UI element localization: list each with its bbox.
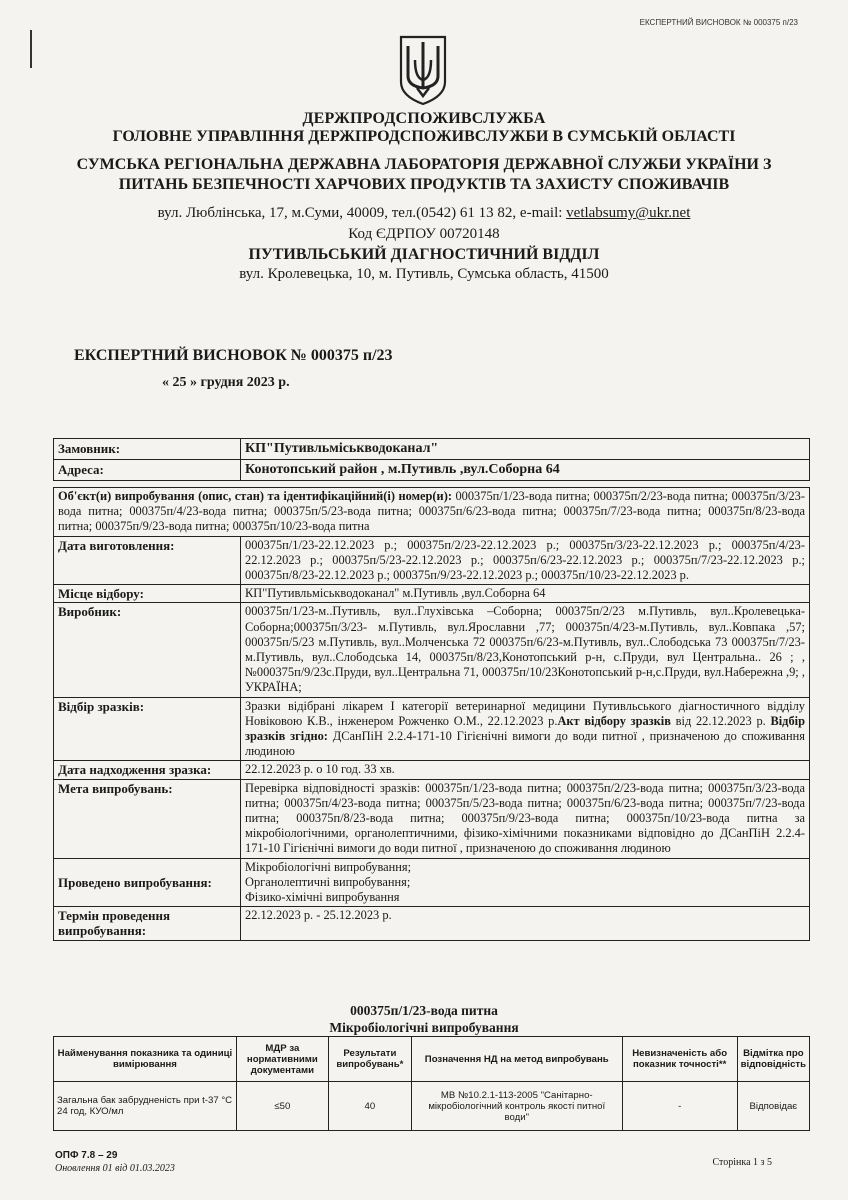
- cell-uncertainty: -: [622, 1082, 737, 1131]
- col-indicator: Найменування показника та одиниці вимірювання: [54, 1037, 237, 1082]
- results-header-row: [54, 1037, 810, 1082]
- conclusion-date: « 25 » грудня 2023 р.: [162, 375, 290, 390]
- test-purpose-value: Перевірка відповідності зразків: 000375п/1/23-вода питна; 000375п/2/23-вода питна; 000375п/3/23-вода питна; 000375п/4/23-вода питна; 000375п/5/23-вода питна; 000375п/6/23-вода питна; 000375п/7/23-вода питна; 000375п/8/23-вода питна; 000375п/9/23-вода питна; 000375п/10/23-вода питна за мікробіологічними, органолептичними, фізико-хімічними показниками відповідно до ДСанПіН 2.2.4-171-10 Гігієнічні вимоги до води питної , призначеною до споживання людиною: [241, 779, 810, 858]
- manufacture-date-label: Дата виготовлення:: [54, 536, 241, 585]
- sampling-label: Відбір зразків:: [54, 697, 241, 761]
- tests-performed-value: [241, 858, 810, 907]
- test-type-heading: Мікробіологічні випробування: [329, 1020, 519, 1035]
- cell-mdr: ≤50: [236, 1082, 328, 1131]
- address-row: [54, 460, 810, 481]
- col-method: Позначення НД на метод випробувань: [411, 1037, 622, 1082]
- cell-result: 40: [328, 1082, 411, 1131]
- manufacturer-label: Виробник:: [54, 603, 241, 697]
- customer-table: [53, 438, 810, 481]
- sampling-standard-label: Відбір зразків згідно:: [245, 713, 805, 744]
- sampling-text: Зразки відібрані лікарем І категорії ветеринарної медицини Путивльського діагностичного відділу Новіковою К.В., інженером Рожченко О.М., 22.12.2023 р.: [245, 698, 805, 728]
- table-row: [54, 585, 810, 603]
- conclusion-title: ЕКСПЕРТНИЙ ВИСНОВОК № 000375 п/23: [74, 347, 393, 364]
- table-row: [54, 779, 810, 858]
- manufacture-date-value: 000375п/1/23-22.12.2023 р.; 000375п/2/23-22.12.2023 р.; 000375п/3/23-22.12.2023 р.; 000375п/4/23-22.12.2023 р.; 000375п/5/23-22.12.2023 р.; 000375п/6/23-22.12.2023 р.; 000375п/7/23-22.12.2023 р.; 000375п/8/23-22.12.2023 р.; 000375п/9/23-22.12.2023 р.; 000375п/10/23-22.12.2023 р.: [241, 536, 810, 585]
- manufacturer-value: 000375п/1/23-м..Путивль, вул..Глухівська –Соборна; 000375п/2/23 м.Путивль, вул..Кролевецька-Соборна;000375п/3/23- м.Путивль, вул.Ярославни ,77; 000375п/4/23-м.Путивль, вул..Ковпака ,57; 000375п/5/23 м.Путивль, вул..Молченська 72 000375п/6/23-м.Путивль, вул..Слободська 73 000375п/7/23- м.Путивль, вул..Слобoдська 14, 000375п/8/23,Конотопський р-н, с.Пруди, вул Центральна.. 26 ; ,№000375п/9/23с.Пруди, вул..Центральна 71, 000375п/10/23Конотопський р-н,с.Пруди, вул.Набережна ,9; , УКРАЇНА;: [241, 603, 810, 697]
- customer-value: КП"Путивльміськводоканал": [241, 439, 810, 460]
- objects-value: 000375п/1/23-вода питна; 000375п/2/23-вода питна; 000375п/3/23-вода питна; 000375п/4/23-вода питна; 000375п/5/23-вода питна; 000375п/6/23-вода питна; 000375п/7/23-вода питна; 000375п/8/23-вода питна; 000375п/9/23-вода питна; 000375п/10/23-вода питна: [58, 489, 805, 534]
- receipt-date-label: Дата надходження зразка:: [54, 761, 241, 779]
- sampling-act-label: Акт відбору зразків: [557, 713, 671, 728]
- table-row: [54, 536, 810, 585]
- col-mdr: МДР за нормативними документами: [236, 1037, 328, 1082]
- test-period-label: Термін проведення випробування:: [54, 907, 241, 940]
- margin-mark: [30, 30, 32, 68]
- objects-label: Об'єкт(и) випробування (опис, стан) та ідентифікаційний(і) номер(и):: [58, 489, 452, 503]
- sampling-place-value: КП"Путивльміськводоканал" м.Путивль ,вул.Соборна 64: [241, 585, 810, 603]
- sampling-place-label: Місце відбору:: [54, 585, 241, 603]
- address-label: Адреса:: [54, 460, 241, 481]
- main-department: ГОЛОВНЕ УПРАВЛІННЯ ДЕРЖПРОДСПОЖИВСЛУЖБИ В СУМСЬКІЙ ОБЛАСТІ: [112, 128, 736, 145]
- table-row: [54, 603, 810, 697]
- objects-cell: [54, 488, 810, 537]
- tests-performed-label: Проведено випробування:: [54, 858, 241, 907]
- test-period-value: 22.12.2023 р. - 25.12.2023 р.: [241, 907, 810, 940]
- cell-indicator: Загальна бак забрудненість при t-37 °С 24 год, КУО/мл: [54, 1082, 237, 1131]
- table-row: [54, 907, 810, 940]
- col-results: Результати випробувань*: [328, 1037, 411, 1082]
- sample-heading: 000375п/1/23-вода питна: [350, 1003, 498, 1018]
- form-code: ОПФ 7.8 – 29: [55, 1150, 118, 1161]
- department-address: вул. Кролевецька, 10, м. Путивль, Сумська область, 41500: [239, 266, 609, 282]
- col-uncertainty: Невизначеність або показник точності**: [622, 1037, 737, 1082]
- test-physicochemical: Фізико-хімічні випробування: [245, 890, 400, 905]
- col-compliance: Відмітка про відповідність: [737, 1037, 809, 1082]
- form-update: Оновлення 01 від 01.03.2023: [55, 1163, 175, 1174]
- edrpou-code: Код ЄДРПОУ 00720148: [348, 226, 500, 242]
- address-value: Конотопський район , м.Путивль ,вул.Соборна 64: [241, 460, 810, 481]
- objects-row: [54, 488, 810, 537]
- table-row: [54, 1082, 810, 1131]
- results-table: [53, 1036, 810, 1131]
- cell-compliance: Відповідає: [737, 1082, 809, 1131]
- top-reference: ЕКСПЕРТНИЙ ВИСНОВОК № 000375 п/23: [639, 18, 798, 27]
- receipt-date-value: 22.12.2023 р. о 10 год. 33 хв.: [241, 761, 810, 779]
- customer-label: Замовник:: [54, 439, 241, 460]
- lab-address: [0, 205, 848, 222]
- lab-address-text: вул. Люблінська, 17, м.Суми, 40009, тел.(0542) 61 13 82, e-mail:: [157, 205, 563, 221]
- sampling-act-date: від 22.12.2023 р.: [670, 713, 771, 728]
- details-table: [53, 487, 810, 941]
- test-organoleptic: Органолептичні випробування;: [245, 874, 411, 889]
- trident-coat-of-arms-icon: [398, 34, 448, 106]
- cell-method: МВ №10.2.1-113-2005 "Санітарно-мікробіологічний контроль якості питної води": [411, 1082, 622, 1131]
- sampling-standard: ДСанПіН 2.2.4-171-10 Гігієнічні вимоги до води питної , призначеною до споживання людиною: [245, 729, 805, 759]
- test-microbiological: Мікробіологічні випробування;: [245, 859, 412, 874]
- sampling-value: [241, 697, 810, 761]
- table-row: [54, 761, 810, 779]
- department-name: ПУТИВЛЬСЬКИЙ ДІАГНОСТИЧНИЙ ВІДДІЛ: [248, 246, 600, 263]
- lab-name-line1: СУМСЬКА РЕГІОНАЛЬНА ДЕРЖАВНА ЛАБОРАТОРІЯ ДЕРЖАВНОЇ СЛУЖБИ УКРАЇНИ З: [76, 156, 772, 173]
- email-link[interactable]: vetlabsumy@ukr.net: [566, 205, 691, 221]
- customer-row: [54, 439, 810, 460]
- org-name: ДЕРЖПРОДСПОЖИВСЛУЖБА: [302, 110, 546, 127]
- table-row: [54, 858, 810, 907]
- page-number: Сторінка 1 з 5: [712, 1157, 772, 1168]
- lab-name-line2: ПИТАНЬ БЕЗПЕЧНОСТІ ХАРЧОВИХ ПРОДУКТІВ ТА ЗАХИСТУ СПОЖИВАЧІВ: [118, 176, 730, 193]
- table-row: [54, 697, 810, 761]
- test-purpose-label: Мета випробувань:: [54, 779, 241, 858]
